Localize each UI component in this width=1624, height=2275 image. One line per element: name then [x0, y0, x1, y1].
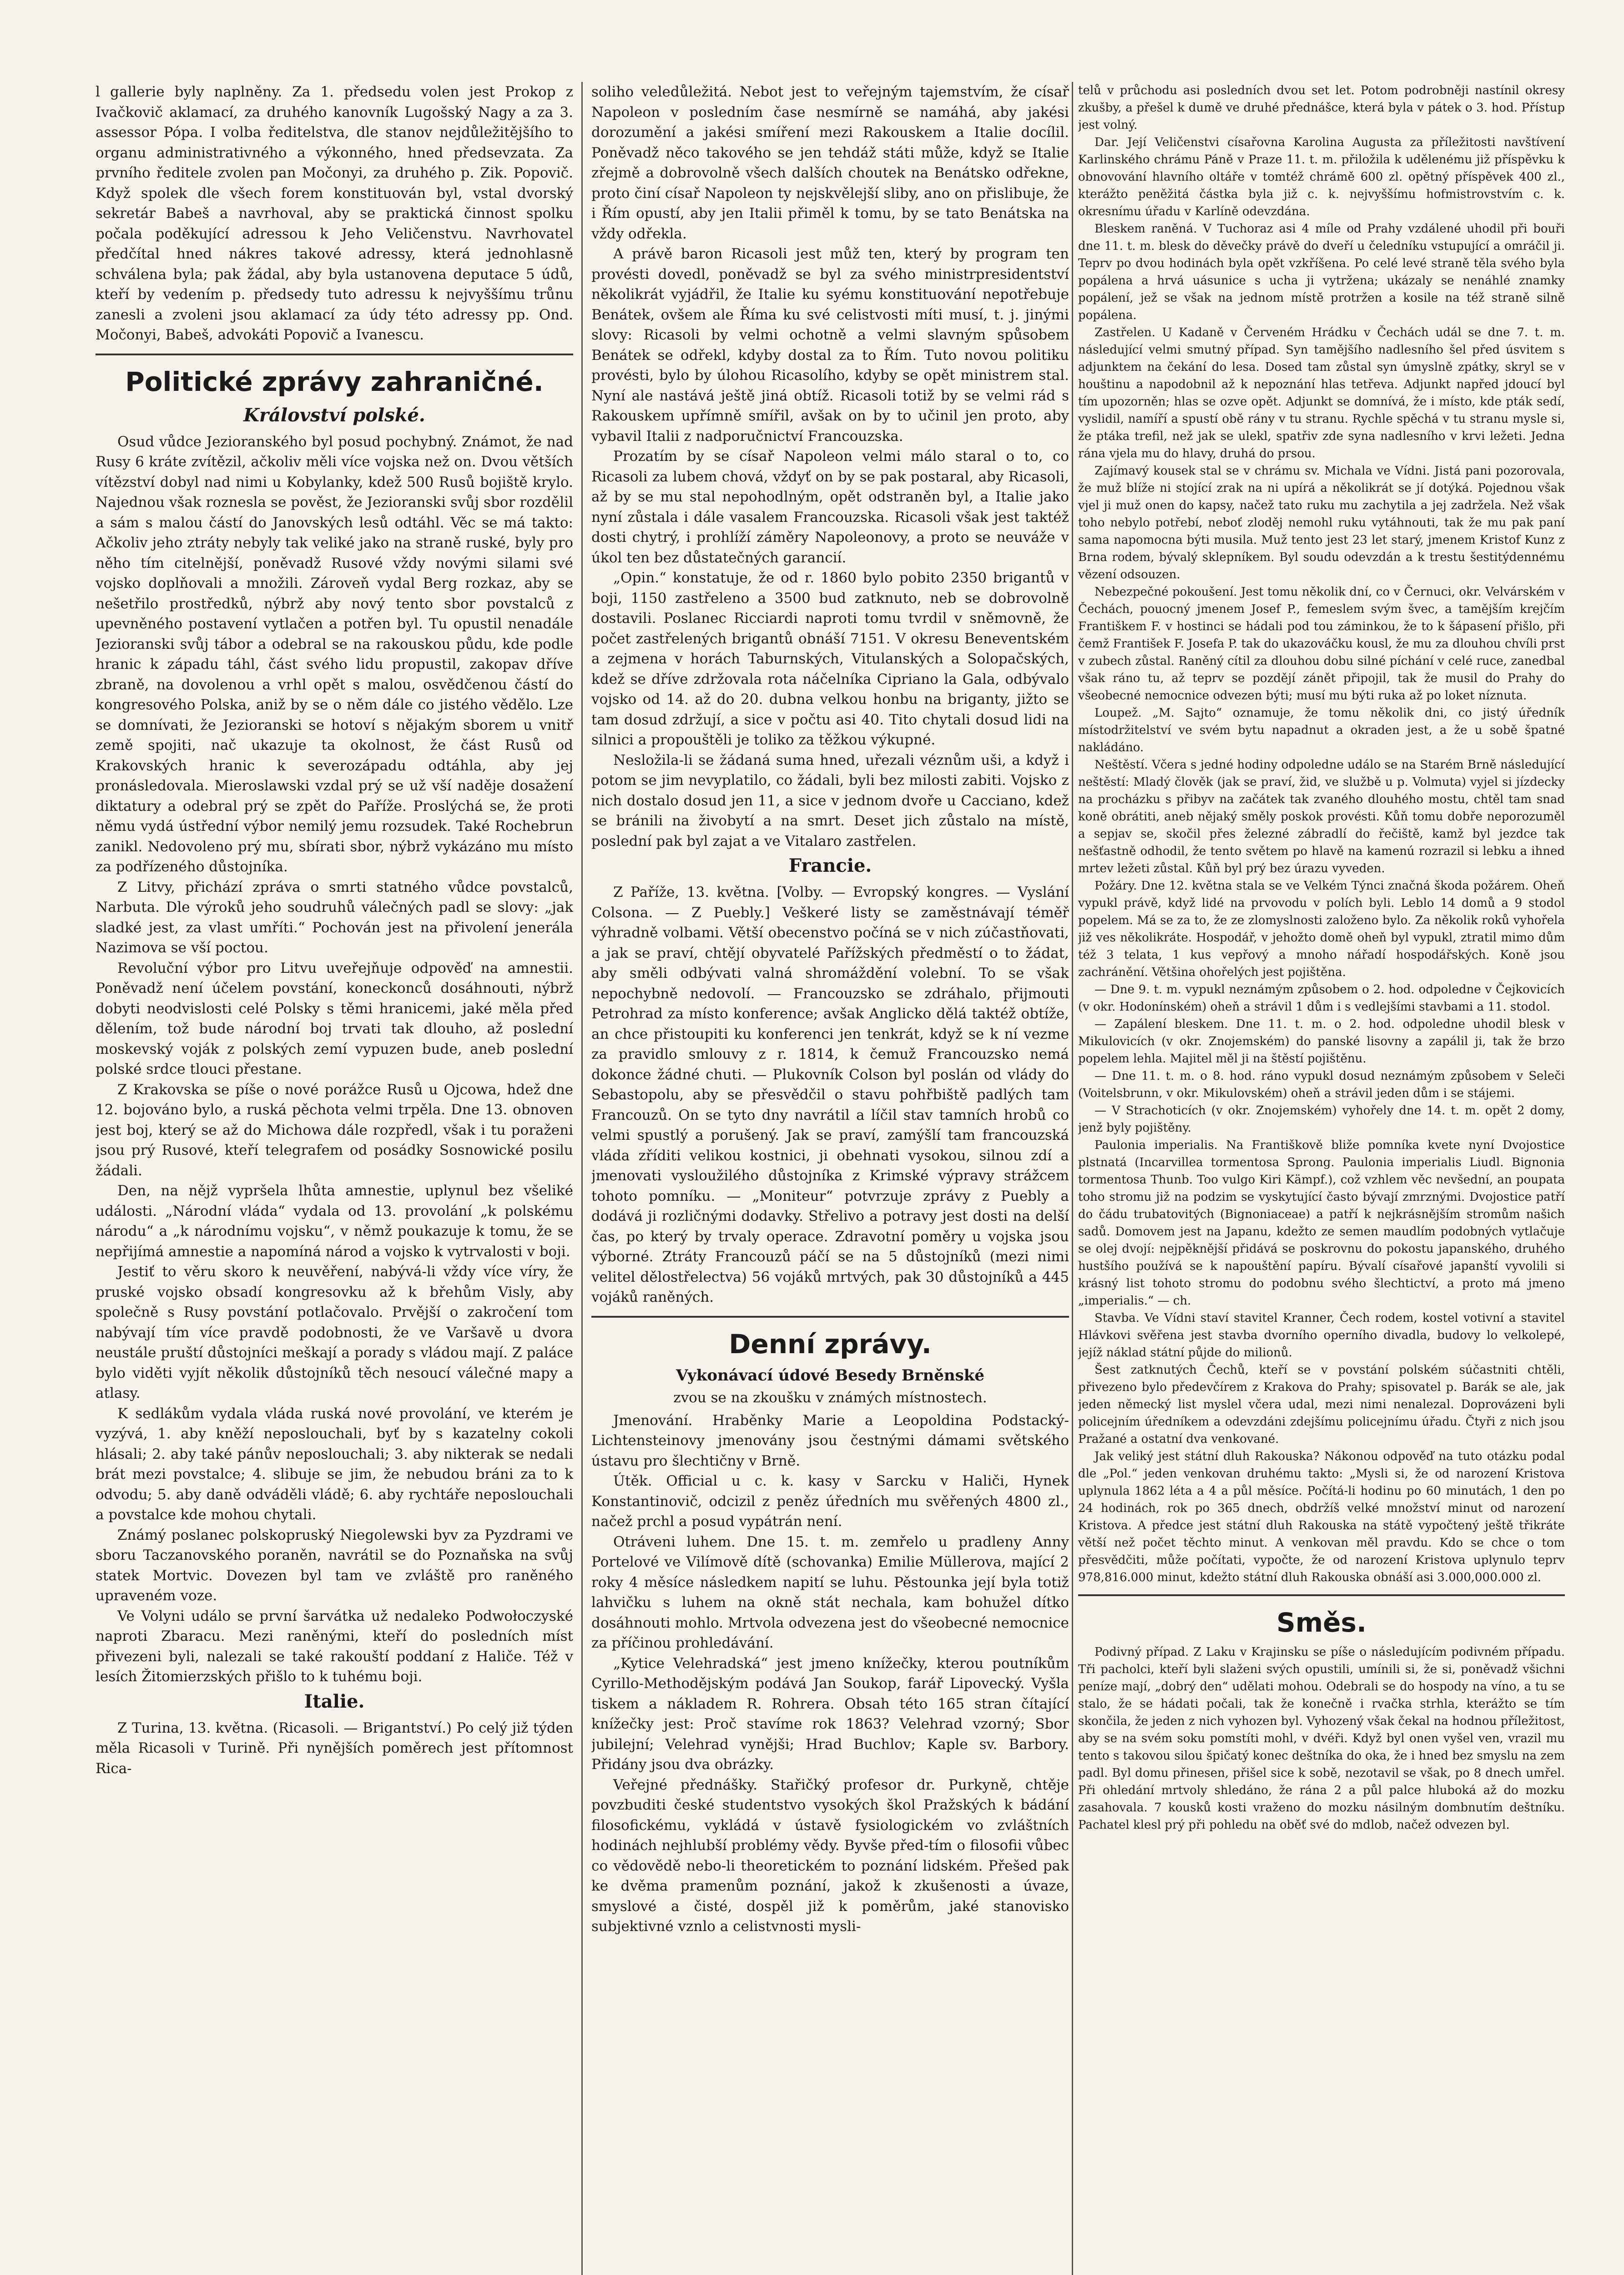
lead-announcement-title: Vykonávací údové Besedy Brněnské: [676, 1366, 984, 1385]
news-item: Loupež. „M. Sajto“ oznamuje, že tomu několik dni, co jistý úředník místodržitelství ve svém bytu napadnut a okraden jest, a že u sobě špatné nakládáno.: [1078, 706, 1565, 754]
article-paragraph: K sedlákům vydala vláda ruská nové provolání, ve kterém je vyzývá, 1. aby kněží neposlouchali, byť by s kazatelny cokoli hlásali; 2. aby také pánův neposlouchali; 3. aby nikterak se nedali brát mezi povstalce; 4. slibuje se jim, že nebudou bráni za to k odvodu; 5. aby daně odváděli vládě; 6. aby rychtáře neposlouchali a povstalce kde mohou chytali.: [96, 1405, 573, 1523]
news-item: Bleskem raněná. V Tuchoraz asi 4 míle od Prahy vzdálené uhodil při bouři dne 11. t. m. blesk do děvečky právě do dveří u čeledníku vstupující a omráčil ji. Teprv po dvou hodinách byla opět vzkříšena. Po celé levé straně těla svého byla popálena a hrvá uásunice s ucha ji vytržena; ukázaly se nenáhlé znamky popálení, jež se však na jednom místě protržen a kosile na též straně silně popálena.: [1078, 222, 1565, 322]
section-title-miscellany: Směs.: [1276, 1607, 1367, 1638]
article-paragraph: Den, na nějž vypršela lhůta amnestie, uplynul bez všeliké události. „Národní vláda“ vydala od 13. provolání „k polskému národu“ a „k národnímu vojsku“, v němž poukazuje k tomu, že se nepřijímá amnestie a napomíná národ a vojsko k vytrvalosti v boji.: [96, 1183, 573, 1260]
column-2: [591, 82, 1069, 2275]
column-3: [1078, 82, 1565, 2275]
article-paragraph: Známý poslanec polskopruský Niegolewski byv za Pyzdrami ve sboru Taczanovského poraněn, navrátil se do Poznaňska na svůj statek Mortvic. Dovezen byl tam ve zvláště pro raněného upraveném voze.: [96, 1527, 573, 1604]
subtitle-italy: Italie.: [304, 1690, 365, 1712]
section-title-daily-news: Denní zprávy.: [729, 1328, 932, 1360]
article-paragraph: Prozatím by se císař Napoleon velmi málo staral o to, co Ricasoli za lubem chová, vždyť on by se pak postaral, aby Ricasoli, až by se mu stal nepohodlným, opět odstraněn byl, a Italie jako nyní zůstala i dále vasalem Francouzska. Ricasoli však jest taktéž dosti chytrý, i prohlíží záměry Napoleonovy, a proto se neuváže v úkol ten bez důstatečných garancií.: [591, 448, 1069, 566]
article-paragraph: „Opin.“ konstatuje, že od r. 1860 bylo pobito 2350 brigantů v boji, 1150 zastřeleno a 3500 bud zatknuto, neb se dobrovolně dostavili. Poslanec Ricciardi naproti tomu tvrdil v sněmovně, že počet zastřelených brigantů obnáší 7151. V okresu Beneventském a zejmena v horách Taburnských, Vitulanských a Solopačských, kdež se dříve zdržovala rota náčelníka Cipriano la Gala, odbývalo vojsko od 14. až do 20. dubna velkou honbu na briganty, jižto se tam dosud zdržují, a sice v počtu asi 40. Tito chytali dosud lidi na silnici a propouštěli je toliko za těžkou výkupné.: [591, 570, 1069, 748]
subtitle-france: Francie.: [788, 855, 872, 876]
news-item: Zajímavý kousek stal se v chrámu sv. Michala ve Vídni. Jistá pani pozorovala, že muž blíže ni stojící zrak na ni upírá a několikrát se jí dotýká. Pojednou však vjel ji muž onen do kapsy, načež tato ruku mu zachytila a jej zadržela. Než však toho nebylo potřebí, neboť zloděj nemohl ruku vytáhnouti, tak že mu pak paní sama napomocna býti musila. Muž tento jest 23 let starý, jmenem Kristof Kunz z Brna rodem, bývalý sklepníkem. Byl soudu odevzdán a k trestu šestitýdennému vězení odsouzen.: [1078, 464, 1565, 581]
column-divider: [581, 82, 583, 2275]
article-paragraph: Nesložila-li se žádaná suma hned, uřezali véznům uši, a když i potom se jim nevyplatilo, co žádali, byli bez milosti zabiti. Vojsko z nich dostalo dosud jen 11, a sice v jednom dvoře u Cacciano, kdež se bránili na živobytí a na smrt. Deset jich zůstalo na místě, poslední pak byl zajat a ve Vitalaro zastřelen.: [591, 752, 1069, 849]
news-item: Jak veliký jest státní dluh Rakouska? Nákonou odpověď na tuto otázku podal dle „Pol.“ jeden venkovan druhému takto: „Mysli si, že od narození Kristova uplynula 1862 léta a 4 a půl měsíce. Počítá-li hodinu po 60 minutách, 1 den po 24 hodinách, rok po 365 dnech, obdržíš velké množství minut od narození Kristova. A předce jest státní dluh Rakouska na státě vypočtený ještě třikráte větší než počet těchto minut. A venkovan měl pravdu. Kdo se chce o tom přesvědčiti, může počítati, vypočte, že od narození Kristova uplynulo teprv 978,816.000 minut, kdežto státní dluh Rakouska obnáší asi 3.000,000.000 zl.: [1078, 1450, 1565, 1584]
lead-announcement-text: zvou se na zkoušku v známých místnostech.: [673, 1389, 987, 1406]
column-divider: [1072, 82, 1073, 2275]
article-paragraph: soliho veledůležitá. Nebot jest to veřejným tajemstvím, že císař Napoleon v posledním čase nesmírně se namáhá, aby jakési dorozumění a jakési smíření mezi Rakouskem a Italie docílil. Poněvadž něco takového se jen tehdáž státi může, když se Italie zřejmě a dobrovolně všech dalších choutek na Benátsko odřekne, proto činí císař Napoleon ty nejskvělejší sliby, ano on přislibuje, že i Řím opustí, aby jen Italii přiměl k tomu, by se tato Benátska na vždy odřekla.: [591, 84, 1069, 242]
section-rule: [96, 354, 573, 355]
news-item: — V Strachoticích (v okr. Znojemském) vyhořely dne 14. t. m. opět 2 domy, jenž byly pojištěny.: [1078, 1104, 1565, 1135]
news-item: Podivný případ. Z Laku v Krajinsku se píše o následujícím podivném případu. Tři pacholci, kteří byli slaženi svých opustili, umínili si, že si, poněvadž všichni peníze mají, „dobrý den“ udělati mohou. Odebrali se do hospody na víno, a tu se stalo, že se hádati počali, tak že konečně i rvačka strhla, kterážto se tím skončila, že jeden z nich vyhozen byl. Vyhozený však čekal na hodnou příležitost, aby se na svém soku pomstíti mohl, v dvéři. Když byl onen vyšel ven, vrazil mu tento s takovou silou špičatý konec deštníka do oka, že i hned bez smyslu na zem padl. Byl domu přinesen, přišel sice k sobě, nezotavil se však, po 8 dnech umřel. Při ohledání mrtvoly shledáno, že rána 2 a půl palce hluboká až do mozku zasahovala. 7 kousků kosti vraženo do mozku násilným dombnutím deštníku. Pachatel klesl prý při pohledu na oběť své do mdlob, načež odvezen byl.: [1078, 1645, 1565, 1832]
article-paragraph: Revoluční výbor pro Litvu uveřejňuje odpověď na amnestii. Poněvadž není účelem povstání, koneckonců dosáhnouti, nýbrž dobyti neodvislosti celé Polsky s těmi hranicemi, jaké měla před dělením, tož bude národní boj trvati tak dlouho, až poslední moskevský voják z polských zemí vypuzen bude, aneb poslední polské srdce tlouci přestane.: [96, 960, 573, 1077]
section-title-foreign-news: Politické zprávy zahraničné.: [125, 366, 544, 397]
intro-paragraph: l gallerie byly naplněny. Za 1. předsedu volen jest Prokop z Ivačkovič aklamací, za druhého kanovník Lugošský Nagy a za 3. assessor Pópa. I volba ředitelstva, dle stanov nejdůležitějšího to organu administrativného a výkonného, hned předsevzata. Za prvního ředitele zvolen pan Močonyi, za druhého p. Zik. Popovič. Když spolek dle všech forem konstituován byl, vstal dvorský sekretár Babeš a navrhoval, aby se praktická činnost spolku počala poděkující adressou k Jeho Veličenstvu. Navrhovatel předčítal hned nákres takové adressy, která jednohlasně schválena byla; pak žádal, aby byla ustanovena deputace 5 údů, kteří by vedením p. předsedy tuto adressu k nejvyššímu trůnu zanesli a zvoleni jsou aklamací za údy této adressy pp. Ond. Močonyi, Babeš, advokáti Popovič a Ivanescu.: [96, 84, 573, 343]
article-paragraph: Z Turina, 13. května. (Ricasoli. — Brigantství.) Po celý již týden měla Ricasoli v Turině. Při nynějších poměrech jest přítomnost Rica-: [96, 1719, 573, 1777]
article-paragraph: Z Litvy, přichází zpráva o smrti statného vůdce povstalců, Narbuta. Dle výroků jeho soudruhů válečných padl se slovy: „jak sladké jest, za vlast umříti.“ Pochován jest na přivolení jenerála Nazimova se vší poctou.: [96, 879, 573, 956]
article-paragraph: A právě baron Ricasoli jest můž ten, který by program ten provésti dovedl, poněvadž se byl za svého ministrpresidentství několikrát vyjádřil, že Italie ku syému konstituování nepotřebuje Benátek, ovšem ale Říma ku své celistvosti míti musí, t. j. jinými slovy: Ricasoli by velmi ochotně a velmi slavným spůsobem Benátek se odřekl, kdyby dostal za to Řím. Tuto novou politiku provésti, bylo by úlohou Ricasolího, kdyby se opět ministrem stal. Nyní ale nastává ještě jiná obtíž. Ricasoli totiž by se velmi rád s Rakouskem upřímně smířil, avšak on by to učinil jen proto, aby vybavil Italii z nadporučnictví Francouzska.: [591, 246, 1069, 445]
news-item: — Zapálení bleskem. Dne 11. t. m. o 2. hod. odpoledne uhodil blesk v Mikulovicích (v okr. Znojemském) do panské lisovny a zapálil ji, tak že brzo popelem lehla. Majitel měl ji na štěstí pojištěnu.: [1078, 1017, 1565, 1066]
news-item: Stavba. Ve Vídni staví stavitel Kranner, Čech rodem, kostel votivní a stavitel Hlávkovi svěřena jest stavba dvorního operního divadla, budovy lo velkolepé, jejíž náklad státní půjde do milionů.: [1078, 1311, 1565, 1360]
article-paragraph: Osud vůdce Jezioranského byl posud pochybný. Známot, že nad Rusy 6 kráte zvítězil, ačkoliv měli více vojska než on. Dvou větších vítězství dobyl nad nimi u Kobylanky, kdež 500 Rusů bojiště krylo. Najednou však roznesla se pověst, že Jezioranski svůj sbor rozdělil a sám s malou částí do Janovských lesů odtáhl. Věc se má takto: Ačkoliv jeho ztráty nebyly tak veliké jako na straně ruské, byly pro něho tím citelnější, poněvadž Rusové vždy novými silami své vojsko doplňovali a množili. Zároveň vydal Berg rozkaz, aby se nešetřilo prostředků, nýbrž aby nový tento sbor povstalců z upevněného postavení vytlačen a potřen byl. Tu opustil nenadále Jezioranski svůj tábor a odebral se na rakouskou půdu, kde podle hranic k západu táhl, část svého lidu propustil, zakopav dříve zbraně, na dovolenou a vrhl opět s malou, osvědčenou částí do kongresového Polska, aniž by se o něm dále co jistého vědělo. Lze se domnívati, že Jezioranski se hotoví s nějakým sborem u vnitř země spojiti, nač ukazuje ta okolnost, že část Rusů od Krakovských hranic k severozápadu odtáhla, aby jej pronásledovala. Mieroslawski vzdal prý se už vší naděje dosažení diktatury a odebral prý se zpět do Paříže. Proslýchá se, že proti němu vydá ústřední výbor nemilý jemu rozsudek. Také Rochebrun zanikl. Nedovoleno prý mu, sbírati sbor, nýbrž vykázáno mu místo za podřízeného důstojníka.: [96, 433, 573, 875]
news-item: Jmenování. Hraběnky Marie a Leopoldina Podstacký-Lichtensteinovy jmenovány jsou čestnými dámami světského ústavu pro šlechtičny v Brně.: [591, 1412, 1069, 1469]
article-paragraph: Z Krakovska se píše o nové porážce Rusů u Ojcowa, hdež dne 12. bojováno bylo, a ruská pěchota velmi trpěla. Dne 13. obnoven jest boj, který se až do Michowa dále rozpředl, však i tu poraženi jsou prý Rusové, kteří telegrafem od posádky Sosnowické posilu žádali.: [96, 1081, 573, 1179]
section-rule: [591, 1316, 1069, 1318]
news-item: — Dne 11. t. m. o 8. hod. ráno vypukl dosud neznámým způsobem v Seleči (Voitelsbrunn, v okr. Mikulovském) oheň a strávil jeden dům i se stájemi.: [1078, 1069, 1565, 1100]
article-paragraph: Jestiť to věru skoro k neuvěření, nabývá-li vždy více víry, že pruské vojsko obsadí kongresovku až k břehům Visly, aby společně s Rusy povstání potlačovalo. Prvější o zakročení tom nabývají tím více pravdě podobnosti, že ve Varšavě u dvora neustále pruští důstojníci meškají a porady s vládou mají. Z paláce bylo viděti vyjít několik důstojníků těch nesoucí válečné mapy a atlasy.: [96, 1264, 573, 1401]
news-item: — Dne 9. t. m. vypukl neznámým způsobem o 2. hod. odpoledne v Čejkovicích (v okr. Hodonínském) oheň a strávil 1 dům i s vedlejšími stavbami a 11. stodol.: [1078, 983, 1565, 1014]
news-item: Veřejné přednášky. Stařičký profesor dr. Purkyně, chtěje povzbuditi české studentstvo vysokých škol Pražských k bádání filosofickému, vykládá v ústavě fysiologickém vo zvláštních hodinách nejhlubší problémy vědy. Byvše před-tím o filosofii vůbec co vědovědě nebo-li theoretickém to poznání lidském. Přešed pak ke dvěma pramenům poznání, jakož k zkušenosti a úvaze, smyslové a čisté, dospěl již k poměrům, jaké stanovisko subjektivné vznlo a celistvnosti mysli-: [591, 1776, 1069, 1935]
news-item: Požáry. Dne 12. května stala se ve Velkém Týnci značná škoda požárem. Oheň vypukl právě, když lidé na prvovodu v polích byli. Leblo 14 domů a 9 stodol popelem. Má se za to, že ze zlomyslnosti založeno bylo. Za několik roků vyhořela již ves několikráte. Hospodář, v jehožto domě oheň byl vypukl, ztratil mimo dům též 3 telata, 1 kus vepřový a mnoho nářadí hospodářských. Koně jsou zachránění. Většina ohořelých jest pojištěna.: [1078, 879, 1565, 979]
news-item: Otráveni luhem. Dne 15. t. m. zemřelo u pradleny Anny Portelové ve Vilímově dítě (schovanka) Emilie Müllerova, mající 2 roky 4 měsíce následkem napití se luhu. Pěstounka její byla totiž lahvičku s luhem na okně stát nechala, kam bohužel dítko dosáhnouti mohlo. Mrtvola odvezena jest do všeobecné nemocnice za příčinou prohledávání.: [591, 1533, 1069, 1651]
column-1: [96, 82, 573, 2275]
news-item: Zastřelen. U Kadaně v Červeném Hrádku v Čechách udál se dne 7. t. m. následující velmi smutný případ. Syn tamějšího nadlesního šel před úsvitem s adjunktem na čekání do lesa. Dosed tam zůstal syn úmyslně zpátky, skryl se v houštinu a napodobnil až k nepoznání hlas tetřeva. Adjunkt napřed jdoucí byl tím upozorněn; hlas se ozve opět. Adjunkt se domnívá, že i místo, kde pták sedí, vyslidil, namíří a spustí obě rány v tu stranu. Rychle spěchá v tu stranu mysle si, že ptáka trefil, než jak se ulekl, spatřiv zde syna nadlesního v krvi ležeti. Jedna rána vjela mu do hlavy, druhá do prsou.: [1078, 326, 1565, 460]
section-rule: [1078, 1594, 1565, 1596]
news-item: Nebezpečné pokoušení. Jest tomu několik dní, co v Černuci, okr. Velvárském v Čechách, pouocný jmenem Josef P., femeslem svým švec, a tamějším krejčím Františkem F. v hostinci se hádali pod tou záminkou, že to k šápasení přišlo, při čemž František F. Josefa P. tak do ukazováčku kousl, že mu za dlouhou chvíli prst v zubech zůstal. Raněný cítil za dlouhou dobu silné píchání v celé ruce, zanedbal však ráno tu, až teprv se pozdějí zánět připojil, tak že musil do Prahy do všeobecné nemocnice odvezen býti; musí mu býti ruka až po loket níznuta.: [1078, 585, 1565, 703]
news-item: Paulonia imperialis. Na Františkově bliže pomníka kvete nyní Dvojostice plstnatá (Incarvillea tormentosa Sprong. Paulonia imperialis Liudl. Bignonia tormentosa Thunb. Too vulgo Kiri Kämpf.), což vzhlem věc nevšední, an poupata toho stromu již na podzim se vyskytující často bývají zmrznými. Dvojostice patří do čádu trubatovitých (Bignoniaceae) a patří k nejkrásnějším stromům našich sadů. Domovem jest na Japanu, kdežto ze semen maudlím podobných vytlačuje se olej dvojí: nejpěknější přidává se poskrovnu do pokostu japanského, druhého hustšího používá se k napouštění papíru. Bývalí císařové japanští vyvolili si krásný list tohoto stromu do podobnu svého šlechtictví, a proto má jmeno „imperialis.“ — ch.: [1078, 1138, 1565, 1308]
news-item: „Kytice Velehradská“ jest jmeno knížečky, kterou poutníkům Cyrillo-Methodějským podává Jan Soukop, farář Lipovecký. Vyšla tiskem a nákladem R. Rohrera. Obsah této 165 stran čítající knížečky jest: Proč stavíme rok 1863? Velehrad vzorný; Sbor jubilejní; Velehrad vynějši; Hrad Buchlov; Kaple sv. Barbory. Přidány jsou dva obrázky.: [591, 1655, 1069, 1773]
news-item: telů v průchodu asi posledních dvou set let. Potom podrobněji nastínil okresy zkušby, a přešel k dumě ve druhé přednášce, která byla v pátek o 3. hod. Přístup jest volný.: [1078, 84, 1565, 132]
subtitle-kingdom-poland: Království polské.: [243, 404, 425, 426]
news-item: Útěk. Official u c. k. kasy v Sarcku v Haliči, Hynek Konstantinovič, odcizil z peněz úředních mu svěřených 4800 zl., načež prchl a posud vypátrán není.: [591, 1473, 1069, 1530]
article-paragraph: Ve Volyni událo se první šarvátka už nedaleko Podwołoczyské naproti Zbaracu. Mezi raněnými, kteří do posledních míst přivezeni byli, nalezali se také rakouští poddaní z Haliče. Též v lesích Žitomierzských přišlo to k tuhému boji.: [96, 1608, 573, 1685]
article-paragraph: Z Paříže, 13. května. [Volby. — Evropský kongres. — Vyslání Colsona. — Z Puebly.] Veškeré listy se zaměstnávají téměř výhradně volbami. Větší obecenstvo počíná se v nich zúčastňovati, a jak se praví, chtějí obyvatelé Pařížských předměstí o to žádat, aby směli odbývati valná shromáždění volební. To se však nepochybně nedovolí. — Francouzsko se zdráhalo, přijmouti Petrohrad za místo konference; avšak Anglicko dělá taktéž obtíže, an chce přistoupiti ku konferenci jen tenkrát, když se k ní vezme za pravidlo smlouvy z r. 1814, k čemuž Francouzsko nemá dokonce žádné chuti. — Plukovník Colson byl poslán od vlády do Sebastopolu, aby se přesvědčil o stavu pohřbiště padlých tam Francouzů. On se tyto dny navrátil a líčil stav tamních hrobů co velmi spustlý a porušený. Jak se praví, zamýšlí tam francouzská vláda zříditi velikou kostnici, ji obehnati vysokou, silnou zdí a jmenovati vysloužilého důstojníka z Krimské výpravy strážcem tohoto pomníku. — „Moniteur“ potvrzuje zprávy z Puebly a dodává ji rozličnými dodavky. Střelivo a potravy jest dosti na delší čas, po který by trvaly operace. Zdravotní poměry u vojska jsou výborné. Ztráty Francouzů páčí se na 5 důstojníků (mezi nimi velitel dělostřelectva) 56 vojáků mrtvých, pak 30 důstojníků a 445 vojáků raněných.: [591, 884, 1069, 1305]
news-item: Dar. Její Veličenstvi císařovna Karolina Augusta za příležitosti navštívení Karlinského chrámu Páně v Praze 11. t. m. přiložila k udělenému již příspěvku k obnovování hlavního oltáře v tomtéž chrámě 600 zl. opětný příspěvek 400 zl., kterážto peněžitá částka byla již c. k. nejvyššímu hofmistrovstvím c. k. okresnímu úřadu v Karlíně odevzdána.: [1078, 136, 1565, 218]
news-item: Neštěstí. Včera s jedné hodiny odpoledne událo se na Starém Brně následující neštěstí: Mladý člověk (jak se praví, žid, ve službě u p. Volmuta) vyjel si jízdecky na procházku s přibyv na začátek tak zvaného dlouhého mostu, chtěl tam snad koně obrátiti, aneb nějaký směly poskok provésti. Kůň tomu dobře neporozuměl a sepjav se, skočil přes železné zábradlí do řečiště, kamž byl jezdce tak nešťastně odhodil, že tento světem po hlavě na kamenú rozrazil si lebku a ihned mrtev ležeti zůstal. Kůň byl prý bez úrazu vyveden.: [1078, 758, 1565, 875]
news-item: Šest zatknutých Čechů, kteří se v povstání polském súčastniti chtěli, přivezeno bylo předevčírem z Krakova do Prahy; spisovatel p. Barák se ale, jak jeden německý list myslel včera udal, mezi nimi nenalezal. Doprovázeni byli policejním úředníkem a odevzdáni zdejšímu policejnímu úřadu. Čtyři z nich jsou Pražané a ostatní dva venkované.: [1078, 1363, 1565, 1446]
